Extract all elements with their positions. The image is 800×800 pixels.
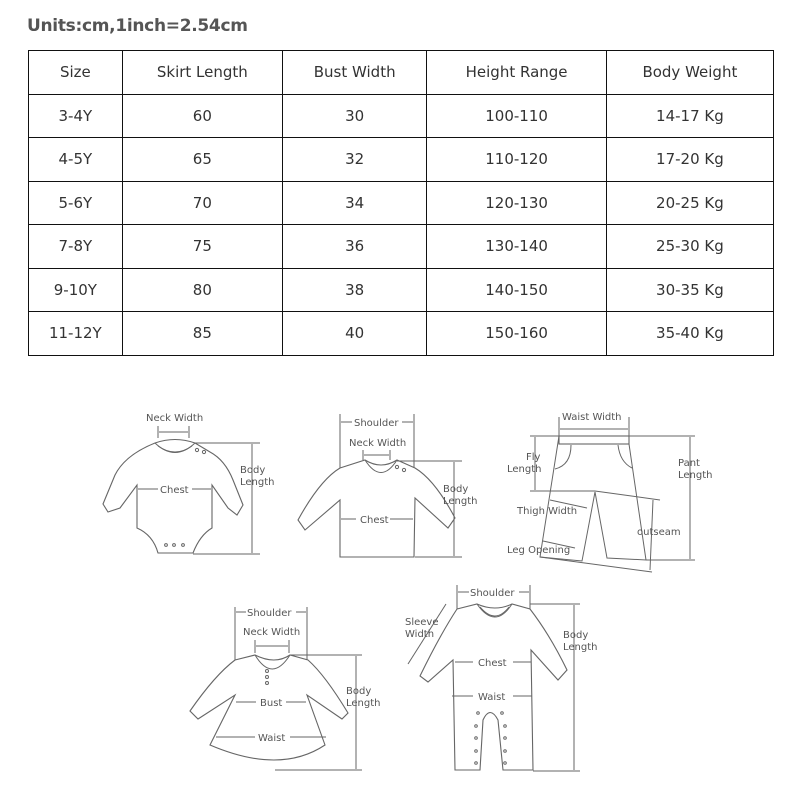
shoulder-label: Shoulder — [470, 588, 515, 599]
cell-body-weight: 30-35 Kg — [606, 268, 773, 312]
top-icon — [290, 400, 490, 570]
cell-body-weight: 17-20 Kg — [606, 138, 773, 182]
body-label: Body — [346, 686, 372, 697]
cell-bust-width: 38 — [282, 268, 426, 312]
table-row — [29, 181, 774, 225]
cell-height-range: 130-140 — [427, 225, 606, 269]
chest-label: Chest — [478, 658, 507, 669]
thigh-width-label: Thigh Width — [517, 506, 578, 517]
top-diagram — [290, 400, 490, 570]
cell-size: 4-5Y — [29, 138, 123, 182]
pants-diagram — [495, 400, 725, 580]
cell-skirt-length: 85 — [122, 312, 282, 356]
cell-skirt-length: 75 — [122, 225, 282, 269]
cell-skirt-length: 65 — [122, 138, 282, 182]
bodysuit-diagram — [100, 400, 290, 570]
cell-body-weight: 14-17 Kg — [606, 94, 773, 138]
table-row — [29, 225, 774, 269]
shoulder-label: Shoulder — [354, 418, 399, 429]
table-row — [29, 138, 774, 182]
bodysuit-icon — [100, 400, 290, 570]
length-label: Length — [443, 496, 478, 507]
cell-body-weight: 35-40 Kg — [606, 312, 773, 356]
header-size: Size — [29, 51, 123, 95]
chest-label: Chest — [360, 515, 389, 526]
neck-width-label: Neck Width — [243, 627, 301, 638]
romper-diagram — [395, 580, 615, 780]
waist-label: Waist — [258, 733, 286, 744]
length-label: Length — [346, 698, 381, 709]
cell-height-range: 140-150 — [427, 268, 606, 312]
pant-length-label: Length — [678, 470, 713, 481]
waist-width-label: Waist Width — [562, 412, 622, 423]
romper-icon — [395, 580, 615, 780]
cell-bust-width: 32 — [282, 138, 426, 182]
header-skirt-length: Skirt Length — [122, 51, 282, 95]
table-row — [29, 94, 774, 138]
cell-skirt-length: 70 — [122, 181, 282, 225]
dress-icon — [180, 595, 390, 775]
cell-height-range: 150-160 — [427, 312, 606, 356]
length-label: Length — [563, 642, 598, 653]
neck-width-label: Neck Width — [146, 413, 204, 424]
table-header-row — [29, 51, 774, 95]
outseam-label: outseam — [637, 527, 681, 538]
header-height-range: Height Range — [427, 51, 606, 95]
cell-bust-width: 40 — [282, 312, 426, 356]
cell-size: 9-10Y — [29, 268, 123, 312]
cell-body-weight: 20-25 Kg — [606, 181, 773, 225]
length-label: Length — [240, 477, 275, 488]
cell-height-range: 120-130 — [427, 181, 606, 225]
cell-size: 7-8Y — [29, 225, 123, 269]
sleeve-width-label: Width — [405, 629, 435, 640]
cell-size: 3-4Y — [29, 94, 123, 138]
dress-diagram — [180, 595, 390, 775]
table-row — [29, 268, 774, 312]
cell-bust-width: 30 — [282, 94, 426, 138]
units-note: Units:cm,1inch=2.54cm — [27, 16, 248, 36]
waist-label: Waist — [478, 692, 506, 703]
pants-icon — [495, 400, 725, 580]
cell-bust-width: 36 — [282, 225, 426, 269]
header-body-weight: Body Weight — [606, 51, 773, 95]
leg-opening-label: Leg Opening — [507, 545, 571, 556]
cell-body-weight: 25-30 Kg — [606, 225, 773, 269]
fly-length-label: Length — [507, 464, 542, 475]
size-chart-table — [28, 50, 774, 356]
pant-label: Pant — [678, 458, 700, 469]
sleeve-label: Sleeve — [405, 617, 439, 628]
cell-height-range: 110-120 — [427, 138, 606, 182]
fly-label: Fly — [526, 452, 541, 463]
cell-skirt-length: 60 — [122, 94, 282, 138]
cell-skirt-length: 80 — [122, 268, 282, 312]
cell-bust-width: 34 — [282, 181, 426, 225]
body-label: Body — [443, 484, 469, 495]
table-row — [29, 312, 774, 356]
cell-height-range: 100-110 — [427, 94, 606, 138]
cell-size: 5-6Y — [29, 181, 123, 225]
chest-label: Chest — [160, 485, 189, 496]
body-label: Body — [240, 465, 266, 476]
shoulder-label: Shoulder — [247, 608, 292, 619]
cell-size: 11-12Y — [29, 312, 123, 356]
bust-label: Bust — [260, 698, 283, 709]
neck-width-label: Neck Width — [349, 438, 407, 449]
header-bust-width: Bust Width — [282, 51, 426, 95]
body-label: Body — [563, 630, 589, 641]
